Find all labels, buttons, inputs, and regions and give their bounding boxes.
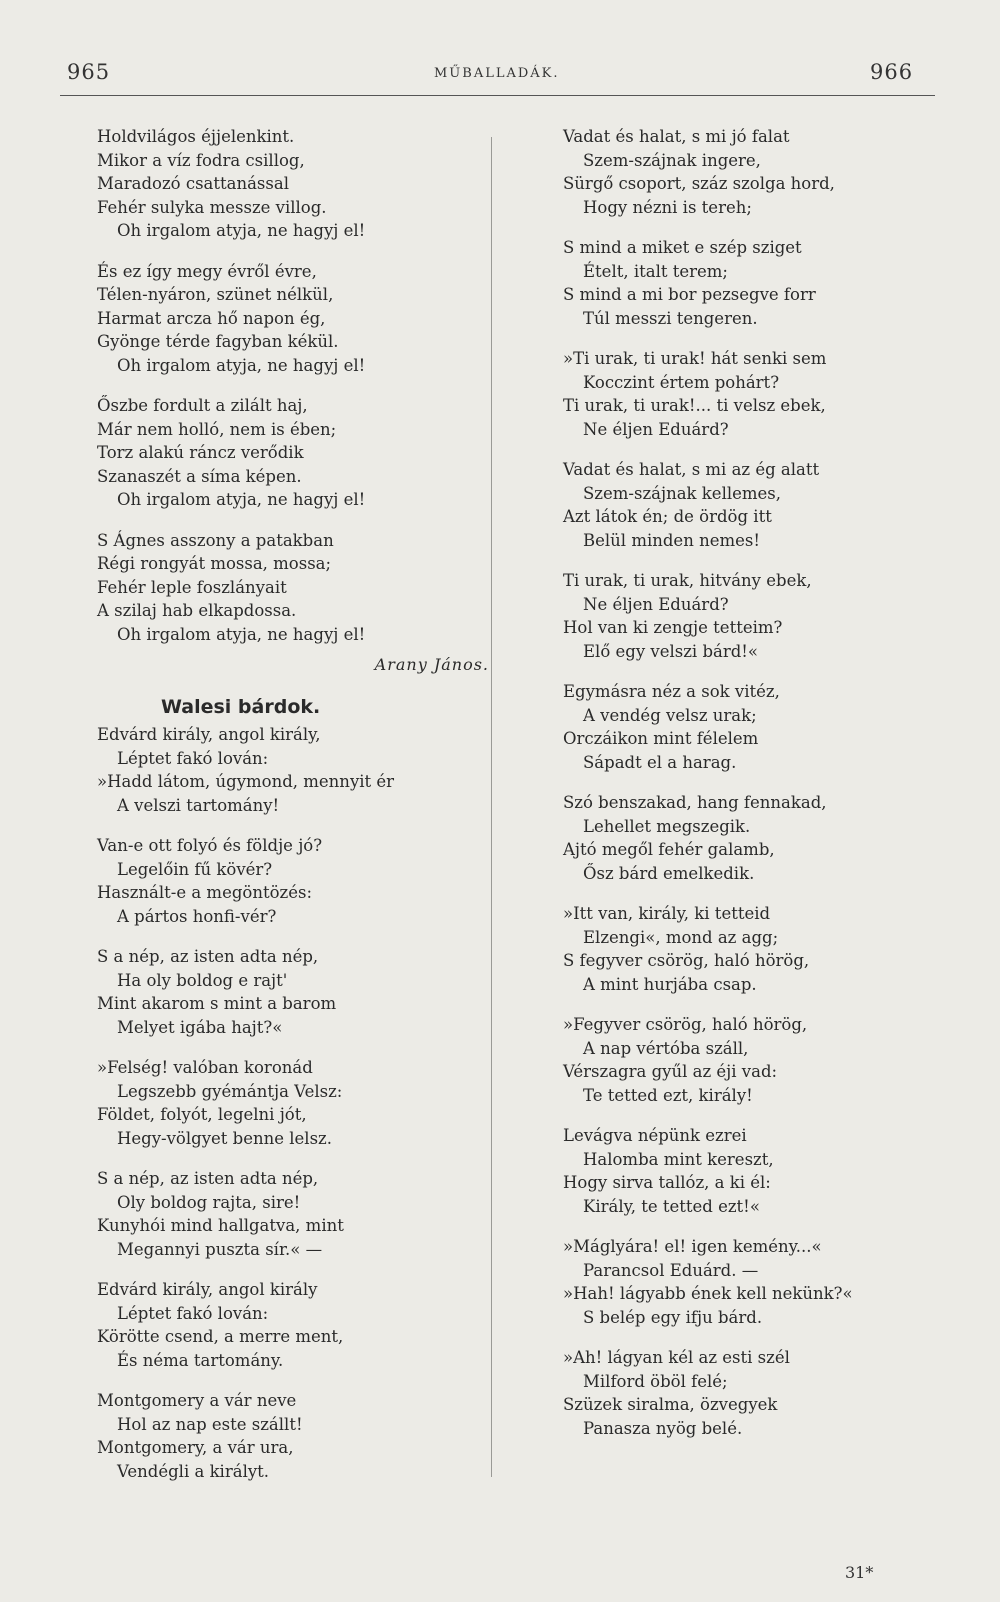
verse-line: A mint hurjába csap. (583, 974, 757, 994)
stanza (563, 458, 943, 552)
verse-line: Azt látok én; de ördög itt (563, 507, 772, 526)
stanza (563, 1013, 943, 1107)
verse-line: Fehér leple foszlányait (97, 577, 287, 597)
verse-line: »Felség! valóban koronád (97, 1058, 313, 1077)
poem-title: Walesi bárdok. (161, 696, 321, 718)
verse-line: »Hadd látom, úgymond, mennyit ér (97, 772, 395, 791)
verse-line: Léptet fakó lován: (117, 748, 269, 768)
verse-line: Legszebb gyémántja Velsz: (117, 1081, 343, 1101)
verse-line: Szó benszakad, hang fennakad, (563, 793, 827, 812)
verse-line: Melyet igába hajt?« (117, 1017, 283, 1037)
verse-line: Edvárd király, angol király, (97, 725, 321, 744)
verse-line: Ősz bárd emelkedik. (583, 863, 755, 883)
verse-line: Oly boldog rajta, sire! (117, 1192, 301, 1212)
verse-line: Túl messzi tengeren. (583, 308, 758, 328)
verse-line: Már nem holló, nem is ében; (97, 419, 337, 439)
verse-line: Harmat arcza hő napon ég, (97, 308, 326, 328)
verse-line: Levágva népünk ezrei (563, 1126, 747, 1145)
verse-line: Halomba mint kereszt, (583, 1149, 774, 1169)
stanza (97, 125, 477, 243)
verse-line: Kunyhói mind hallgatva, mint (97, 1216, 344, 1235)
verse-line: Vadat és halat, s mi az ég alatt (563, 460, 820, 479)
stanza (97, 1389, 477, 1483)
verse-line: Edvárd király, angol király (97, 1280, 318, 1299)
verse-line: S mind a mi bor pezsegve forr (563, 285, 816, 304)
stanza (563, 680, 943, 774)
stanza (563, 791, 943, 885)
page-number-right: 966 (870, 60, 914, 84)
stanza (97, 834, 477, 928)
verse-line: Milford öböl felé; (583, 1371, 728, 1391)
verse-line: »Máglyára! el! igen kemény...« (563, 1237, 822, 1256)
verse-line: A vendég velsz urak; (583, 705, 757, 725)
verse-line: Gyönge térde fagyban kékül. (97, 332, 339, 351)
verse-line: Szem-szájnak kellemes, (583, 483, 782, 503)
verse-line: Kocczint értem pohárt? (583, 372, 780, 392)
verse-line: A szilaj hab elkapdossa. (97, 601, 297, 620)
verse-line: Földet, folyót, legelni jót, (97, 1105, 307, 1124)
stanza (97, 1167, 477, 1261)
verse-line: Fehér sulyka messze villog. (97, 197, 327, 217)
verse-line: Elzengi«, mond az agg; (583, 927, 779, 947)
verse-line: Legelőin fű kövér? (117, 859, 273, 879)
verse-line: Elő egy velszi bárd!« (583, 641, 759, 661)
column-divider (491, 137, 492, 1477)
verse-line: S fegyver csörög, haló hörög, (563, 951, 810, 970)
printer-signature: 31* (845, 1563, 874, 1582)
verse-line: S belép egy ifju bárd. (583, 1307, 763, 1327)
stanza (563, 125, 943, 219)
verse-line: Torz alakú ráncz verődik (97, 443, 304, 462)
verse-line: Maradozó csattanással (97, 174, 289, 193)
verse-line: Ne éljen Eduárd? (583, 594, 729, 614)
verse-line: Ti urak, ti urak!... ti velsz ebek, (563, 396, 826, 415)
stanza (97, 529, 477, 647)
verse-line: Ha oly boldog e rajt' (117, 970, 288, 990)
stanza (97, 260, 477, 378)
stanza (563, 1124, 943, 1218)
verse-line: »Ti urak, ti urak! hát senki sem (563, 349, 827, 368)
verse-line: Sürgő csoport, száz szolga hord, (563, 174, 835, 193)
verse-line: Mint akarom s mint a barom (97, 994, 337, 1013)
verse-line: Belül minden nemes! (583, 530, 760, 550)
stanza (97, 1278, 477, 1372)
verse-line: És néma tartomány. (117, 1350, 284, 1370)
verse-line: Orczáikon mint félelem (563, 729, 759, 748)
verse-line: A nap vértóba száll, (583, 1038, 749, 1058)
stanza (97, 945, 477, 1039)
verse-line: Hegy-völgyet benne lelsz. (117, 1128, 332, 1148)
right-column (563, 125, 943, 1457)
stanza (563, 569, 943, 663)
verse-line: Hogy nézni is tereh; (583, 197, 752, 217)
verse-line: Montgomery a vár neve (97, 1391, 297, 1410)
stanza (563, 1235, 943, 1329)
verse-line: Holdvilágos éjjelenkint. (97, 127, 295, 146)
running-title: MŰBALLADÁK. (434, 66, 560, 81)
verse-line: »Itt van, király, ki tetteid (563, 904, 771, 923)
verse-line: Oh irgalom atyja, ne hagyj el! (117, 490, 366, 509)
verse-line: Ne éljen Eduárd? (583, 419, 729, 439)
stanza (563, 236, 943, 330)
verse-line: Télen-nyáron, szünet nélkül, (97, 285, 334, 304)
verse-line: »Fegyver csörög, haló hörög, (563, 1015, 808, 1034)
verse-line: Körötte csend, a merre ment, (97, 1327, 344, 1346)
verse-line: Panasza nyög belé. (583, 1418, 743, 1438)
verse-line: Van-e ott folyó és földje jó? (97, 836, 323, 855)
verse-line: Vérszagra gyűl az éji vad: (563, 1062, 778, 1081)
verse-line: Vadat és halat, s mi jó falat (563, 127, 790, 146)
verse-line: Lehellet megszegik. (583, 816, 751, 836)
header-rule (60, 95, 935, 96)
verse-line: Hogy sirva tallóz, a ki él: (563, 1173, 771, 1192)
verse-line: Hol az nap este szállt! (117, 1414, 303, 1434)
verse-line: Te tetted ezt, király! (583, 1085, 753, 1105)
verse-line: S a nép, az isten adta nép, (97, 1169, 319, 1188)
verse-line: Szanaszét a síma képen. (97, 466, 302, 486)
author-signature: Arany János. (374, 655, 489, 674)
verse-line: A pártos honfi-vér? (117, 906, 277, 926)
verse-line: Oh irgalom atyja, ne hagyj el! (117, 624, 366, 644)
stanza (97, 394, 477, 512)
verse-line: Parancsol Eduárd. — (583, 1260, 759, 1280)
verse-line: Megannyi puszta sír.« — (117, 1239, 323, 1259)
verse-line: És ez így megy évről évre, (97, 261, 317, 281)
verse-line: Őszbe fordult a zilált haj, (97, 396, 308, 415)
verse-line: Szüzek siralma, özvegyek (563, 1395, 778, 1414)
verse-line: Oh irgalom atyja, ne hagyj el! (117, 221, 366, 240)
poem-walesi-bardok (97, 723, 477, 1483)
verse-line: Használt-e a megöntözés: (97, 883, 313, 902)
verse-line: Montgomery, a vár ura, (97, 1438, 294, 1457)
verse-line: S a nép, az isten adta nép, (97, 947, 319, 966)
poem-walesi-bardok-continued (563, 125, 943, 1440)
verse-line: Vendégli a királyt. (117, 1461, 270, 1481)
verse-line: »Ah! lágyan kél az esti szél (563, 1348, 790, 1367)
verse-line: Léptet fakó lován: (117, 1303, 269, 1323)
stanza (97, 723, 477, 817)
verse-line: Szem-szájnak ingere, (583, 150, 761, 170)
left-column (97, 125, 489, 1500)
verse-line: Régi rongyát mossa, mossa; (97, 554, 332, 573)
verse-line: Ételt, italt terem; (583, 261, 728, 281)
poem-agnes-ending (97, 125, 477, 646)
verse-line: »Hah! lágyabb ének kell nekünk?« (563, 1284, 853, 1303)
stanza (563, 902, 943, 996)
stanza (563, 1346, 943, 1440)
verse-line: Mikor a víz fodra csillog, (97, 150, 305, 170)
stanza (563, 347, 943, 441)
stanza (97, 1056, 477, 1150)
verse-line: Király, te tetted ezt!« (583, 1196, 760, 1216)
verse-line: Oh irgalom atyja, ne hagyj el! (117, 355, 366, 375)
page-number-left: 965 (67, 60, 111, 84)
verse-line: S mind a miket e szép sziget (563, 238, 802, 257)
verse-line: A velszi tartomány! (117, 795, 280, 815)
verse-line: Ajtó megől fehér galamb, (563, 840, 775, 859)
verse-line: S Ágnes asszony a patakban (97, 530, 334, 550)
verse-line: Egymásra néz a sok vitéz, (563, 682, 780, 701)
verse-line: Hol van ki zengje tetteim? (563, 618, 783, 637)
verse-line: Sápadt el a harag. (583, 752, 737, 772)
verse-line: Ti urak, ti urak, hitvány ebek, (563, 571, 812, 590)
